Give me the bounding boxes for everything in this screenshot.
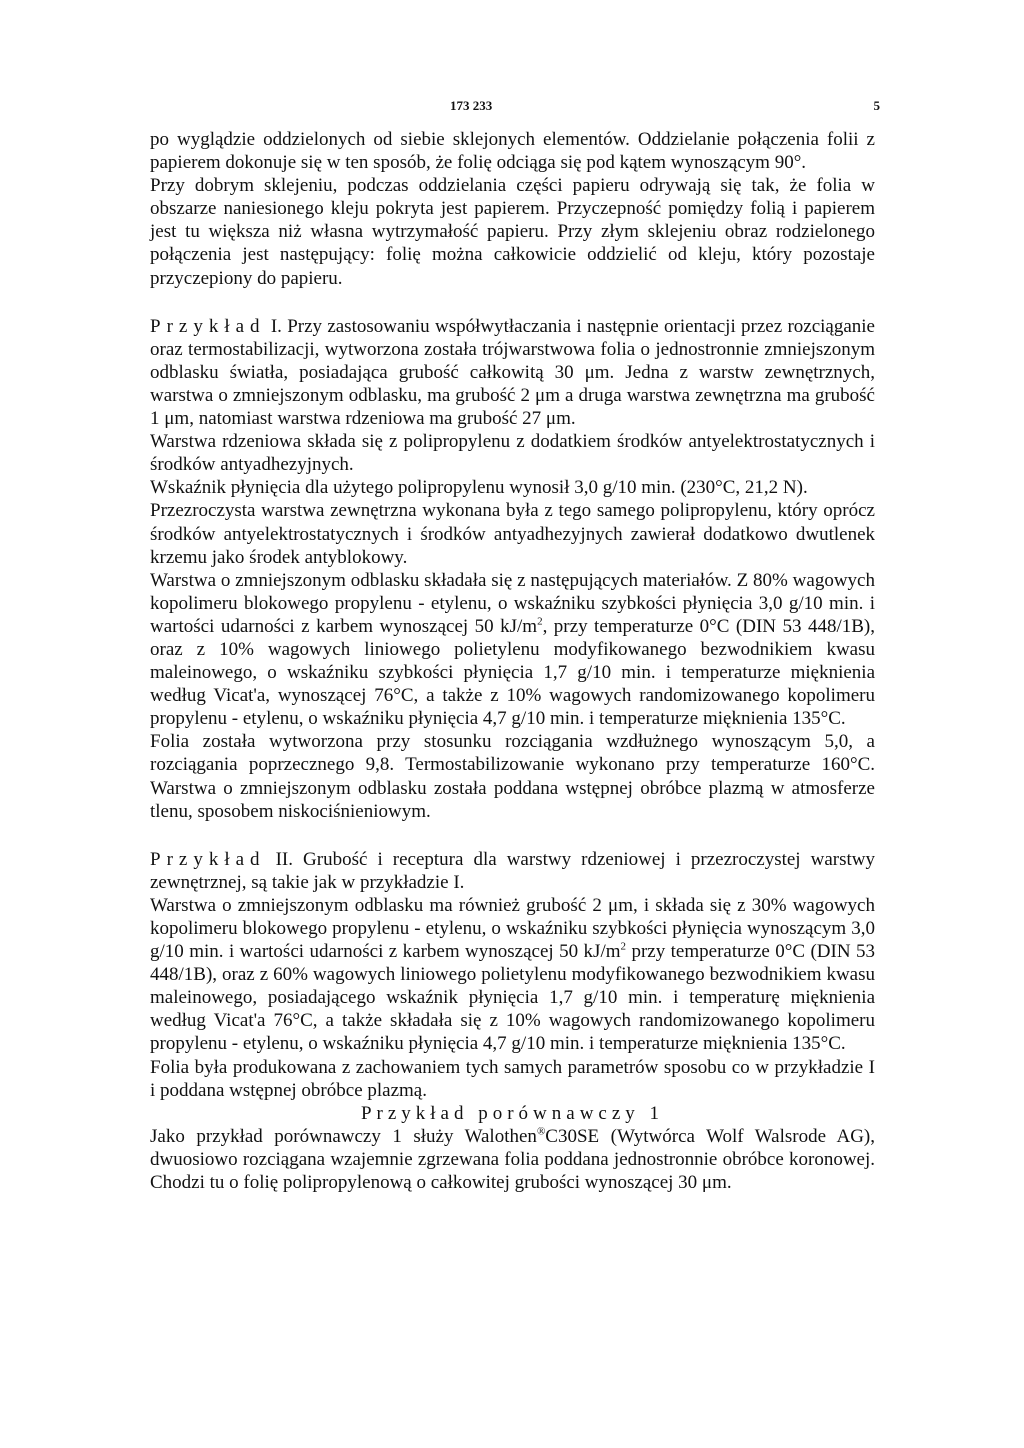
registered-mark: ® (536, 1125, 546, 1138)
paragraph: po wyglądzie oddzielonych od siebie sklejonych elementów. Oddzielanie połączenia folii z papierem dokonuje się w ten sposób, że folię odciąga się pod kątem wynoszącym 90°. (150, 129, 875, 174)
example-2-label: Przykład (150, 848, 266, 870)
paragraph (150, 894, 875, 1056)
paragraph: Przezroczysta warstwa zewnętrzna wykonana była z tego samego polipropylenu, który oprócz środków antyelektrostatycznych i środków antyadhezyjnych zawierał dodatkowo dwutlenek krzemu jako środek antyblokowy. (150, 500, 875, 568)
text-run: C30SE (Wytwórca Wolf Walsrode AG), dwuosiowo rozciągana wzajemnie zgrzewana folia poddana jednostronnie obróbce koronowej. Chodzi tu o folię polipropylenową o całkowitej grubości wynoszącej 30 μm. (150, 1125, 876, 1194)
example-2-text: II. Grubość i receptura dla warstwy rdzeniowej i przezroczystej warstwy zewnętrznej, są takie jak w przykładzie I. (150, 848, 875, 893)
text-run: Warstwa o zmniejszonym odblasku składała się z następujących materiałów. Z 80% wagowych kopolimeru blokowego propylenu - etylenu, o wskaźniku szybkości płynięcia 3,0 g/10 min. i wartości udarności z karbem wynoszącej 50 kJ/m (150, 569, 875, 637)
example-2-paragraph (150, 848, 875, 894)
text-run: , przy temperaturze 0°C (DIN 53 448/1B), oraz z 10% wagowych liniowego polietylenu modyfikowanego bezwodnikiem kwasu maleinowego, o wskaźniku szybkości płynięcia 1,7 g/10 min. i temperaturze mięknienia według Vicat'a, wynoszącej 76°C, a także z 10% wagowych randomizowanego kopolimeru propylenu - etylenu, o wskaźniku płynięcia 4,7 g/10 min. i temperaturze mięknienia 135°C. (150, 615, 875, 730)
page-header (300, 98, 880, 118)
spacer (150, 823, 875, 848)
paragraph: Folia była produkowana z zachowaniem tych samych parametrów sposobu co w przykładzie I i poddana wstępnej obróbce plazmą. (150, 1056, 875, 1101)
superscript: 2 (620, 940, 627, 953)
example-1-paragraph (150, 315, 875, 430)
paragraph (150, 569, 875, 731)
comparative-example-heading: Przykład porównawczy 1 (360, 1102, 665, 1124)
text-run: Warstwa o zmniejszonym odblasku ma również grubość 2 μm, i składa się z 30% wagowych kopolimeru blokowego propylenu - etylenu, o wskaźniku szybkości płynięcia wynoszącym 3,0 g/10 min. i wartości udarności z karbem wynoszącej 50 kJ/m (150, 894, 875, 963)
text-run: Jako przykład porównawczy 1 służy Walothen (150, 1125, 537, 1147)
document-number: 173 233 (450, 98, 493, 113)
paragraph: Folia została wytworzona przy stosunku rozciągania wzdłużnego wynoszącym 5,0, a rozciągania poprzecznego 9,8. Termostabilizowanie wykonano przy temperaturze 160°C. Warstwa o zmniejszonym odblasku została poddana wstępnej obróbce plazmą w atmosferze tlenu, sposobem niskociśnieniowym. (150, 731, 875, 822)
document-body (150, 128, 875, 1194)
paragraph: Przy dobrym sklejeniu, podczas oddzielania części papieru odrywają się tak, że folia w obszarze naniesionego kleju pokryta jest papierem. Przyczepność pomiędzy folią i papierem jest tu większa niż własna wytrzymałość papieru. Przy złym sklejeniu obraz rodzielonego połączenia jest następujący: folię można całkowicie oddzielić od kleju, który pozostaje przyczepiony do papieru. (150, 175, 875, 289)
paragraph: Wskaźnik płynięcia dla użytego polipropylenu wynosił 3,0 g/10 min. (230°C, 21,2 N). (150, 477, 808, 499)
paragraph (150, 1125, 875, 1194)
text-run: przy temperaturze 0°C (DIN 53 448/1B), oraz z 60% wagowych liniowego polietylenu modyfikowanego bezwodnikiem kwasu maleinowego, posiadającego wskaźnik płynięcia 1,7 g/10 min. i temperaturę mięknienia według Vicat'a 76°C, a także składała się z 10% wagowych randomizowanego kopolimeru propylenu - etylenu, o wskaźniku płynięcia 4,7 g/10 min. i temperaturze mięknienia 135°C. (150, 941, 875, 1055)
page-number: 5 (873, 98, 880, 113)
superscript: 2 (537, 615, 543, 628)
paragraph: Warstwa rdzeniowa składa się z polipropylenu z dodatkiem środków antyelektrostatycznych i środków antyadhezyjnych. (150, 431, 875, 476)
spacer (150, 290, 875, 315)
example-1-text: I. Przy zastosowaniu współwytłaczania i następnie orientacji przez rozciąganie oraz termostabilizacji, wytworzona została trójwarstwowa folia o jednostronnie zmniejszonym odblasku światła, posiadająca grubość całkowitą 30 μm. Jedna z warstw zewnętrznych, warstwa o zmniejszonym odblasku, ma grubość 2 μm a druga warstwa zewnętrzna ma grubość 1 μm, natomiast warstwa rdzeniowa ma grubość 27 μm. (150, 315, 875, 430)
example-1-label: Przykład (150, 315, 266, 337)
